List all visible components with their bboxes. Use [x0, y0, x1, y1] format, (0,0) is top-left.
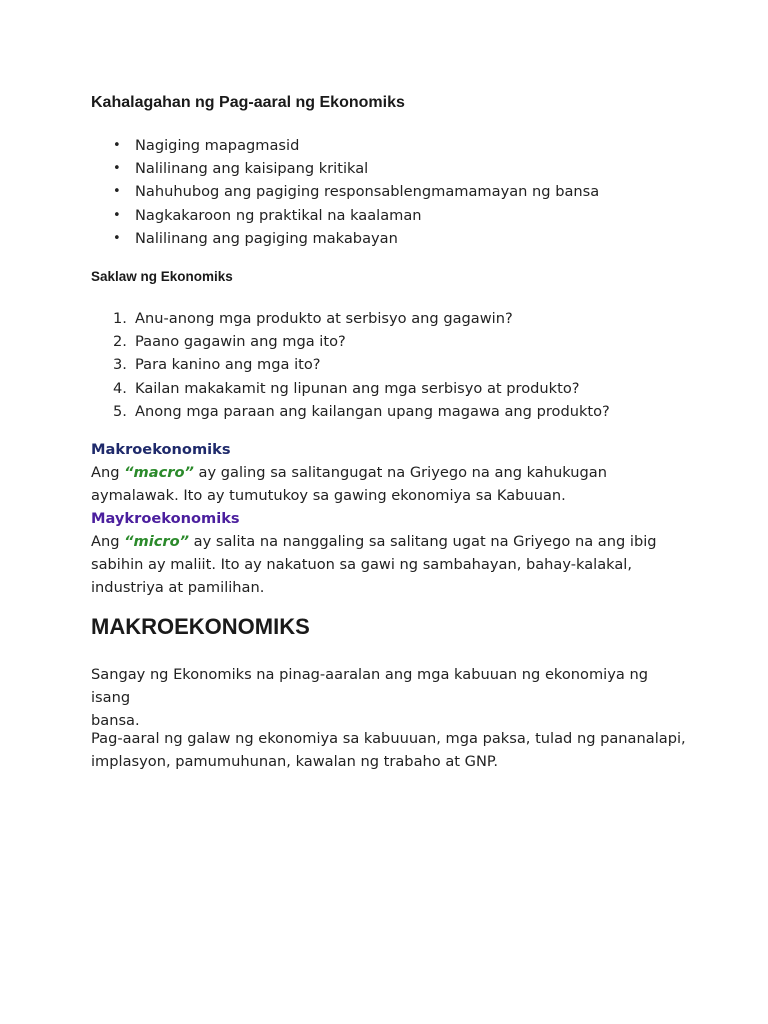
- scope-list: [91, 307, 610, 423]
- list-item-text: Anu-anong mga produkto at serbisyo ang gagawin?: [135, 310, 513, 327]
- bullet-icon: •: [113, 184, 121, 200]
- list-item-text: Anong mga paraan ang kailangan upang magawa ang produkto?: [135, 402, 610, 420]
- list-item: [91, 157, 599, 180]
- list-item-text: Nalilinang ang kaisipang kritikal: [135, 160, 369, 178]
- list-number: 3.: [113, 356, 127, 374]
- makro-line-1: [91, 461, 691, 484]
- macro-term: “macro”: [124, 464, 194, 481]
- list-item: [91, 134, 599, 157]
- list-item: [91, 400, 610, 423]
- list-item-text: Nagiging mapagmasid: [135, 137, 300, 154]
- paragraph-definition: [91, 663, 691, 732]
- list-number: 4.: [113, 379, 127, 397]
- maykro-line-3: industriya at pamilihan.: [91, 579, 265, 596]
- paragraph-line: Sangay ng Ekonomiks na pinag-aaralan ang mga kabuuan ng ekonomiya ng isang: [91, 666, 648, 706]
- paragraph-line: bansa.: [91, 712, 140, 729]
- maykro-label: Maykroekonomiks: [91, 510, 240, 527]
- list-item-text: Kailan makakamit ng lipunan ang mga serbisyo at produkto?: [135, 379, 580, 397]
- maykro-line-1: [91, 530, 691, 553]
- maykro-line-1-rest: ay salita na nanggaling sa salitang ugat na Griyego na ang ibig: [189, 533, 657, 550]
- list-number: 1.: [113, 310, 127, 327]
- paragraph-line: Pag-aaral ng galaw ng ekonomiya sa kabuuuan, mga paksa, tulad ng pananalapi,: [91, 730, 686, 747]
- makro-line-2: aymalawak. Ito ay tumutukoy sa gawing ekonomiya sa Kabuuan.: [91, 487, 566, 504]
- list-item-text: Nalilinang ang pagiging makabayan: [135, 229, 398, 247]
- list-item: [91, 180, 599, 203]
- list-item: [91, 377, 610, 400]
- makro-label: Makroekonomiks: [91, 441, 231, 458]
- bullet-icon: •: [113, 230, 121, 246]
- list-item: [91, 307, 610, 330]
- makro-line-1-rest: ay galing sa salitangugat na Griyego na ang kahukugan: [193, 464, 607, 481]
- bullet-icon: •: [113, 161, 121, 177]
- list-number: 5.: [113, 402, 127, 420]
- importance-heading: Kahalagahan ng Pag-aaral ng Ekonomiks: [91, 94, 405, 111]
- maykro-section: [91, 507, 691, 599]
- list-item: [91, 204, 599, 227]
- list-item-text: Nahuhubog ang pagiging responsablengmamamayan ng bansa: [135, 183, 600, 201]
- list-item: [91, 330, 610, 353]
- bullet-icon: •: [113, 207, 121, 223]
- list-item-text: Nagkakaroon ng praktikal na kaalaman: [135, 206, 422, 224]
- list-item: [91, 353, 610, 376]
- list-item-text: Paano gagawin ang mga ito?: [135, 333, 346, 351]
- makro-prefix: Ang: [91, 464, 125, 481]
- bullet-icon: •: [113, 138, 121, 153]
- makroekonomiks-heading: MAKROEKONOMIKS: [91, 614, 310, 639]
- makro-section: [91, 438, 691, 507]
- importance-list: [91, 134, 599, 250]
- maykro-prefix: Ang: [91, 533, 125, 550]
- list-item-text: Para kanino ang mga ito?: [135, 356, 321, 374]
- paragraph-topics: [91, 727, 691, 773]
- list-item: [91, 227, 599, 250]
- maykro-line-2: sabihin ay maliit. Ito ay nakatuon sa gawi ng sambahayan, bahay-kalakal,: [91, 556, 632, 573]
- paragraph-line: implasyon, pamumuhunan, kawalan ng trabaho at GNP.: [91, 753, 499, 770]
- micro-term: “micro”: [124, 533, 190, 550]
- list-number: 2.: [113, 333, 127, 351]
- scope-heading: Saklaw ng Ekonomiks: [91, 269, 233, 284]
